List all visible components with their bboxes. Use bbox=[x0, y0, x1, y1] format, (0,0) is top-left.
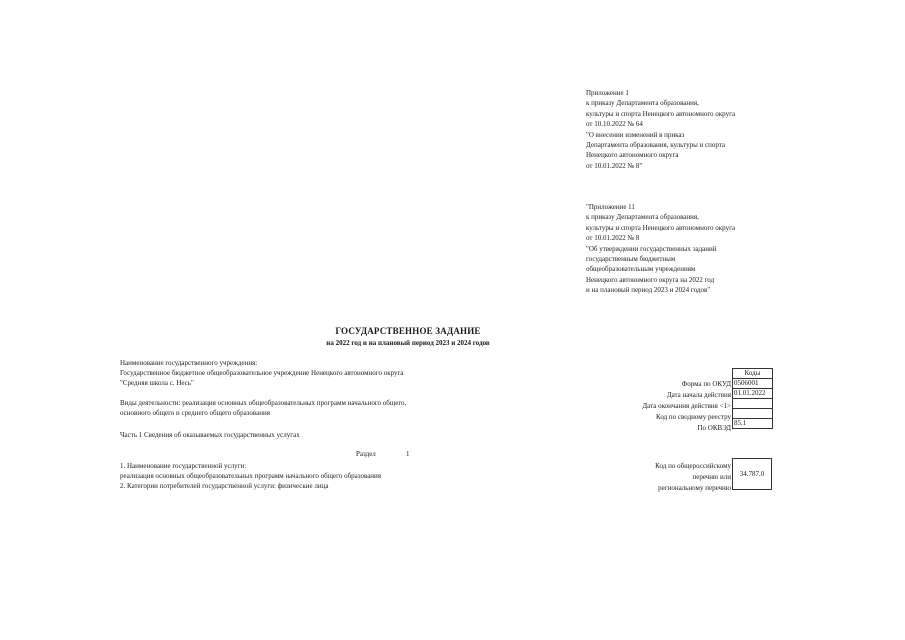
annex-1-line: от 10.01.2022 № 8" bbox=[586, 161, 643, 170]
annex-1-line: Ненецкого автономного округа bbox=[586, 151, 679, 160]
annex-11-line: "Приложение 11 bbox=[586, 203, 635, 211]
institution-name: Государственное бюджетное общеобразовательное учреждение Ненецкого автономного округа bbox=[120, 369, 404, 377]
service-name: реализация основных общеобразовательных программ начального общего образования bbox=[120, 472, 382, 480]
code-value-okud: 0506001 bbox=[733, 379, 773, 389]
code-label-registry: Код по сводному реестру bbox=[656, 413, 731, 421]
code-value-registry bbox=[733, 409, 773, 419]
annex-11-line: общеобразовательным учреждениям bbox=[586, 265, 696, 274]
annex-11-line: культуры и спорта Ненецкого автономного округа bbox=[586, 223, 736, 232]
annex-11-line: государственным бюджетным bbox=[586, 255, 676, 264]
annex-1-line: "О внесении изменений в приказ bbox=[586, 130, 685, 139]
annex-11-line: Ненецкого автономного округа на 2022 год bbox=[586, 275, 715, 284]
code-label-okved: По ОКВЭД bbox=[697, 424, 731, 432]
part-1-heading: Часть 1 Сведения об оказываемых государственных услугах bbox=[120, 431, 300, 439]
document-title bbox=[308, 325, 508, 348]
annex-1-line: к приказу Департамента образования, bbox=[586, 99, 699, 108]
annex-11-header bbox=[586, 202, 735, 296]
code-label-start-date: Дата начала действия bbox=[666, 391, 731, 399]
section-label: Раздел bbox=[356, 450, 376, 458]
code-value-end-date bbox=[733, 399, 773, 409]
annex-1-line: культуры и спорта Ненецкого автономного округа bbox=[586, 109, 736, 118]
service-registry-code-value: 34.787.0 bbox=[732, 458, 772, 490]
code-label-okud: Форма по ОКУД bbox=[681, 380, 731, 388]
codes-table bbox=[732, 368, 773, 429]
activity-types: Виды деятельности: реализация основных общеобразовательных программ начального общего, bbox=[120, 399, 407, 407]
consumer-categories: 2. Категории потребителей государственной услуги: физические лица bbox=[120, 482, 329, 490]
code-value-start-date: 01.01.2022 bbox=[733, 389, 773, 399]
annex-1-line: Департамента образования, культуры и спорта bbox=[586, 141, 726, 150]
activity-types-continued: основного общего и среднего общего образования bbox=[120, 409, 270, 417]
section-number: 1 bbox=[406, 450, 410, 458]
annex-1-header bbox=[586, 88, 735, 171]
registry-label-line: Код по общероссийскому bbox=[655, 462, 731, 470]
institution-name-short: "Средняя школа с. Несь" bbox=[120, 379, 194, 387]
codes-labels bbox=[560, 379, 731, 434]
annex-11-line: от 10.01.2022 № 8 bbox=[586, 234, 640, 243]
institution-label: Наименование государственного учреждения: bbox=[120, 359, 258, 367]
annex-11-line: и на плановый период 2023 и 2024 годов" bbox=[586, 286, 711, 295]
annex-1-line: Приложение 1 bbox=[586, 89, 629, 97]
registry-label-line: перечню или bbox=[692, 473, 731, 481]
code-value-okved: 85.1 bbox=[733, 419, 773, 429]
service-registry-code-label bbox=[560, 461, 731, 494]
title-period: на 2022 год и на плановый период 2023 и 2024 годов bbox=[326, 339, 490, 347]
registry-label-line: региональному перечню bbox=[658, 484, 731, 492]
code-label-end-date: Дата окончания действия <1> bbox=[642, 402, 731, 410]
title-main: ГОСУДАРСТВЕННОЕ ЗАДАНИЕ bbox=[335, 326, 481, 336]
annex-1-line: от 10.10.2022 № 64 bbox=[586, 120, 643, 129]
annex-11-line: "Об утверждении государственных заданий bbox=[586, 244, 717, 253]
codes-header: Коды bbox=[733, 369, 773, 379]
annex-11-line: к приказу Департамента образования, bbox=[586, 213, 699, 222]
service-name-label: 1. Наименование государственной услуги: bbox=[120, 462, 247, 470]
